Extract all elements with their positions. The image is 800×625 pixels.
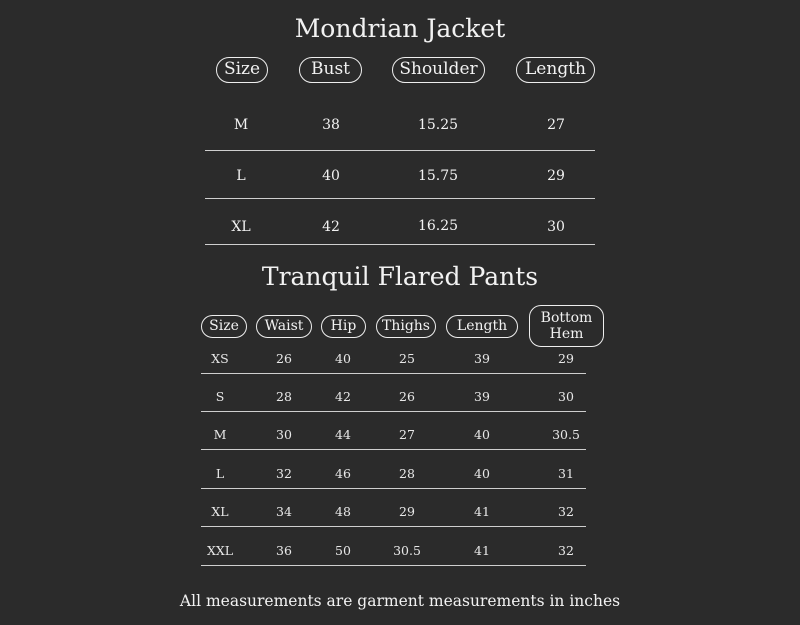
pants-row6-length: 41 <box>474 543 490 558</box>
pants-row6-waist: 36 <box>276 543 292 558</box>
header-bust: Bust <box>299 57 362 83</box>
header-length: Length <box>516 57 595 83</box>
row-divider <box>205 150 595 151</box>
pants-row2-length: 39 <box>474 389 490 404</box>
jacket-row2-length: 29 <box>547 168 565 184</box>
pants-row3-waist: 30 <box>276 427 292 442</box>
jacket-row1-size: M <box>233 117 249 133</box>
pants-row1-length: 39 <box>474 351 490 366</box>
row-divider <box>205 244 595 245</box>
pants-row3-bottom-hem: 30.5 <box>552 427 580 442</box>
pants-row2-thighs: 26 <box>399 389 415 404</box>
jacket-row3-size: XL <box>231 219 251 235</box>
pants-row2-waist: 28 <box>276 389 292 404</box>
pants-row2-size: S <box>215 389 225 404</box>
pants-title: Tranquil Flared Pants <box>261 262 539 291</box>
pants-row3-length: 40 <box>474 427 490 442</box>
pants-row2-bottom-hem: 30 <box>558 389 574 404</box>
row-divider <box>201 411 586 412</box>
pants-row5-waist: 34 <box>276 504 292 519</box>
row-divider <box>201 373 586 374</box>
pants-row4-size: L <box>215 466 225 481</box>
jacket-row3-shoulder: 16.25 <box>417 218 459 234</box>
header-shoulder: Shoulder <box>392 57 485 83</box>
pants-row6-hip: 50 <box>335 543 351 558</box>
pants-row6-size: XXL <box>206 543 234 558</box>
pants-row6-thighs: 30.5 <box>393 543 421 558</box>
pants-row4-length: 40 <box>474 466 490 481</box>
header-thighs: Thighs <box>376 315 436 338</box>
pants-row5-bottom-hem: 32 <box>558 504 574 519</box>
pants-row1-waist: 26 <box>276 351 292 366</box>
pants-row1-size: XS <box>211 351 229 366</box>
measurement-footnote: All measurements are garment measurements in inches <box>179 592 621 610</box>
jacket-row1-length: 27 <box>547 117 565 133</box>
row-divider <box>201 488 586 489</box>
jacket-row1-shoulder: 15.25 <box>417 117 459 133</box>
pants-row3-thighs: 27 <box>399 427 415 442</box>
pants-row5-thighs: 29 <box>399 504 415 519</box>
pants-row1-thighs: 25 <box>399 351 415 366</box>
jacket-row3-length: 30 <box>547 219 565 235</box>
header-size: Size <box>216 57 268 83</box>
pants-row2-hip: 42 <box>335 389 351 404</box>
pants-row1-hip: 40 <box>335 351 351 366</box>
row-divider <box>201 526 586 527</box>
jacket-title: Mondrian Jacket <box>294 14 506 43</box>
jacket-row2-shoulder: 15.75 <box>417 168 459 184</box>
pants-row4-waist: 32 <box>276 466 292 481</box>
pants-row1-bottom-hem: 29 <box>558 351 574 366</box>
pants-row3-hip: 44 <box>335 427 351 442</box>
row-divider <box>201 565 586 566</box>
header-waist: Waist <box>256 315 312 338</box>
pants-row4-hip: 46 <box>335 466 351 481</box>
header-size: Size <box>201 315 247 338</box>
header-length: Length <box>446 315 518 338</box>
pants-row4-thighs: 28 <box>399 466 415 481</box>
jacket-row1-bust: 38 <box>322 117 340 133</box>
jacket-row2-size: L <box>236 168 246 184</box>
pants-row3-size: M <box>213 427 227 442</box>
pants-row4-bottom-hem: 31 <box>558 466 574 481</box>
pants-row5-size: XL <box>211 504 229 519</box>
pants-row5-length: 41 <box>474 504 490 519</box>
pants-row5-hip: 48 <box>335 504 351 519</box>
header-hip: Hip <box>321 315 366 338</box>
row-divider <box>205 198 595 199</box>
jacket-row2-bust: 40 <box>322 168 340 184</box>
header-bottom-hem: Bottom Hem <box>529 305 604 347</box>
row-divider <box>201 449 586 450</box>
jacket-row3-bust: 42 <box>322 219 340 235</box>
pants-row6-bottom-hem: 32 <box>558 543 574 558</box>
